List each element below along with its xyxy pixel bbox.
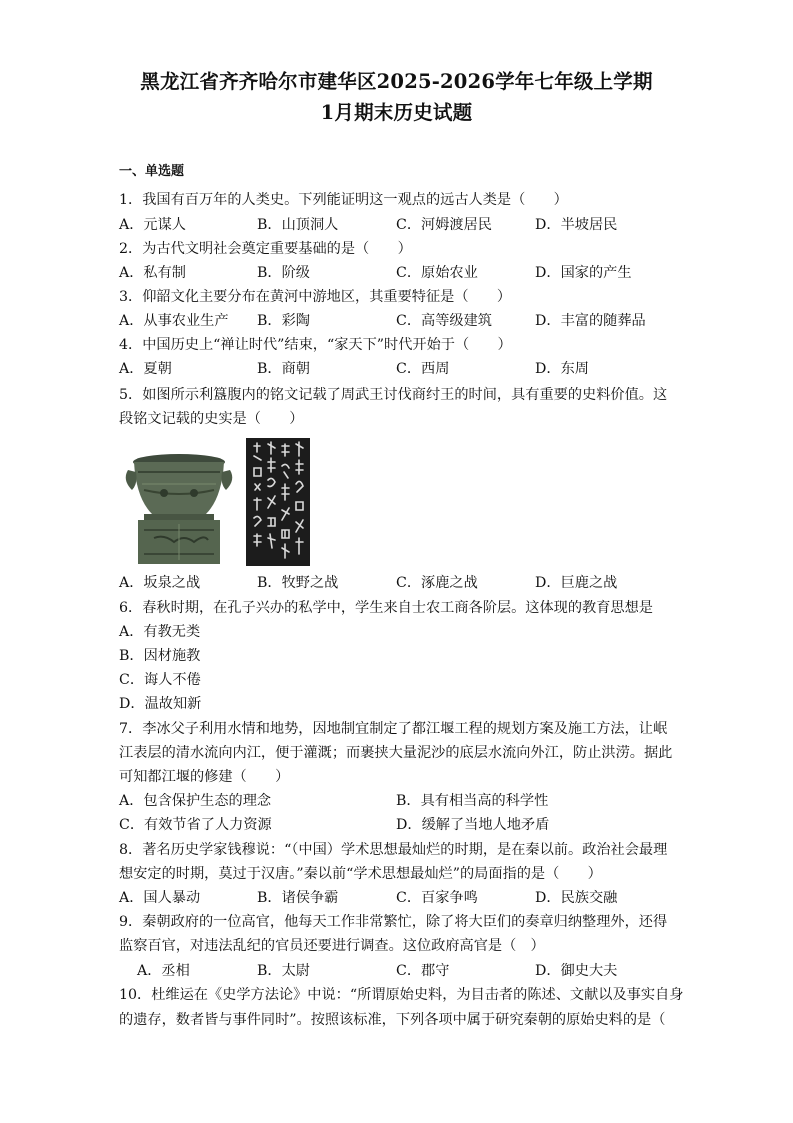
question-1-stem: 1．我国有百万年的人类史。下列能证明这一观点的远古人类是（ ） — [119, 192, 568, 208]
question-3-option-a: A．从事农业生产 — [119, 313, 229, 329]
question-9-option-d: D．御史大夫 — [535, 963, 618, 979]
question-6-option-a: A．有教无类 — [119, 624, 201, 640]
question-7-stem-line3: 可知都江堰的修建（ ） — [119, 769, 290, 785]
question-1-option-c: C．河姆渡居民 — [396, 217, 492, 233]
exam-title-line1: 黑龙江省齐齐哈尔市建华区2025-2026学年七年级上学期 — [140, 70, 653, 93]
question-5-option-c: C．涿鹿之战 — [396, 575, 478, 591]
question-10-stem-line2: 的遗存，数者皆与事件同时”。按照该标准，下列各项中属于研究秦朝的原始史料的是（ — [119, 1012, 666, 1028]
li-gui-figure — [124, 438, 312, 566]
question-8-option-a: A．国人暴动 — [119, 890, 201, 906]
exam-title-line2: 1月期末历史试题 — [320, 101, 473, 124]
question-6-option-c: C．诲人不倦 — [119, 672, 201, 688]
question-4-stem: 4．中国历史上“禅让时代”结束，“家天下”时代开始于（ ） — [119, 337, 512, 353]
question-1-option-b: B．山顶洞人 — [257, 217, 339, 233]
question-8-option-b: B．诸侯争霸 — [257, 890, 339, 906]
question-7-option-b: B．具有相当高的科学性 — [396, 793, 549, 809]
question-4-option-c: C．西周 — [396, 361, 450, 377]
question-4-option-b: B．商朝 — [257, 361, 310, 377]
question-2-option-a: A．私有制 — [119, 265, 186, 281]
question-5-option-d: D．巨鹿之战 — [535, 575, 618, 591]
question-9-option-c: C．郡守 — [396, 963, 450, 979]
question-2-stem: 2．为古代文明社会奠定重要基础的是（ ） — [119, 241, 412, 257]
question-8-stem-line2: 想安定的时期，莫过于汉唐。”秦以前“学术思想最灿烂”的局面指的是（ ） — [119, 866, 602, 882]
question-7-stem-line2: 江表层的清水流向内江，便于灌溉；而裹挟大量泥沙的底层水流向外江，防止洪涝。据此 — [119, 745, 673, 761]
question-6-option-d: D．温故知新 — [119, 696, 202, 712]
question-1-option-a: A．元谋人 — [119, 217, 186, 233]
question-7-option-c: C．有效节省了人力资源 — [119, 817, 272, 833]
question-7-option-a: A．包含保护生态的理念 — [119, 793, 272, 809]
inscription-rubbing — [246, 438, 310, 566]
question-7-stem-line1: 7．李冰父子利用水情和地势，因地制宜制定了都江堰工程的规划方案及施工方法，让岷 — [119, 721, 668, 737]
question-3-option-d: D．丰富的随葬品 — [535, 313, 646, 329]
question-8-stem-line1: 8．著名历史学家钱穆说：“（中国）学术思想最灿烂的时期，是在秦以前。政治社会最理 — [119, 842, 668, 858]
question-2-option-c: C．原始农业 — [396, 265, 478, 281]
question-4-option-a: A．夏朝 — [119, 361, 172, 377]
question-7-option-d: D．缓解了当地人地矛盾 — [396, 817, 550, 833]
question-9-stem-line2: 监察百官，对违法乱纪的官员还要进行调查。这位政府高官是（ ） — [119, 938, 545, 954]
question-6-stem: 6．春秋时期，在孔子兴办的私学中，学生来自士农工商各阶层。这体现的教育思想是 — [119, 600, 653, 616]
question-8-option-d: D．民族交融 — [535, 890, 618, 906]
li-gui-image — [124, 438, 312, 566]
question-4-option-d: D．东周 — [535, 361, 589, 377]
section-heading: 一、单选题 — [119, 164, 185, 179]
question-9-option-a: A．丞相 — [137, 963, 190, 979]
question-3-option-b: B．彩陶 — [257, 313, 310, 329]
question-6-option-b: B．因材施教 — [119, 648, 201, 664]
question-3-option-c: C．高等级建筑 — [396, 313, 492, 329]
question-5-stem-line1: 5．如图所示利簋腹内的铭文记载了周武王讨伐商纣王的时间，具有重要的史料价值。这 — [119, 387, 668, 403]
bronze-gui-vessel — [124, 438, 236, 566]
question-8-option-c: C．百家争鸣 — [396, 890, 478, 906]
question-5-option-b: B．牧野之战 — [257, 575, 339, 591]
question-9-stem-line1: 9．秦朝政府的一位高官，他每天工作非常繁忙，除了将大臣们的奏章归纳整理外，还得 — [119, 914, 668, 930]
question-9-option-b: B．太尉 — [257, 963, 310, 979]
question-3-stem: 3．仰韶文化主要分布在黄河中游地区，其重要特征是（ ） — [119, 289, 512, 305]
question-5-option-a: A．坂泉之战 — [119, 575, 201, 591]
question-5-stem-line2: 段铭文记载的史实是（ ） — [119, 411, 304, 427]
question-10-stem-line1: 10．杜维运在《史学方法论》中说：“所谓原始史料，为目击者的陈述、文献以及事实自身 — [119, 987, 684, 1003]
question-1-option-d: D．半坡居民 — [535, 217, 618, 233]
question-2-option-d: D．国家的产生 — [535, 265, 632, 281]
question-2-option-b: B．阶级 — [257, 265, 310, 281]
